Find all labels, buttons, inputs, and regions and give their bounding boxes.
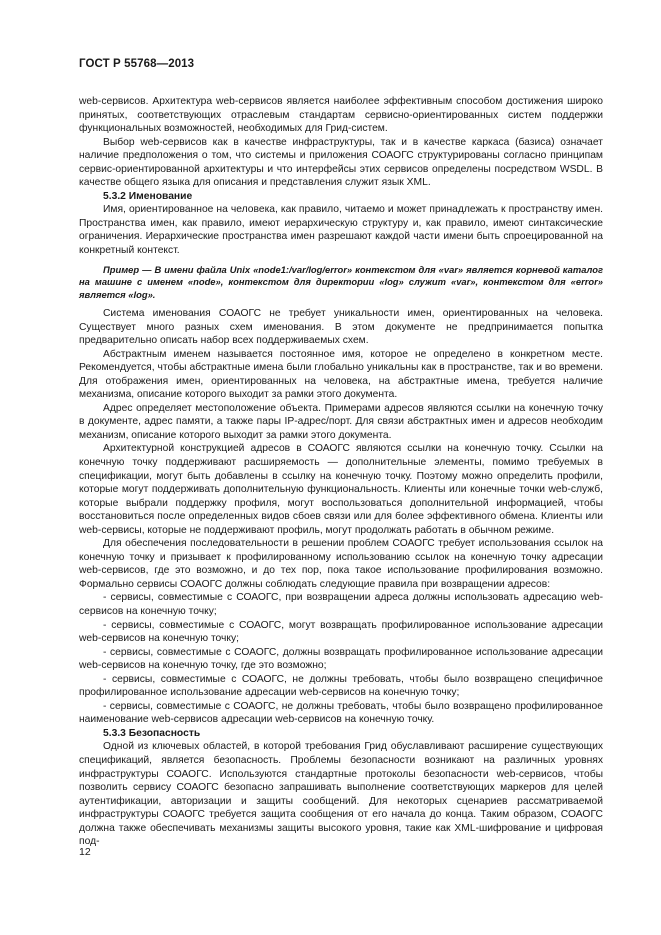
- paragraph: Выбор web-сервисов как в качестве инфраструктуры, так и в качестве каркаса (базиса) означает наличие предположения о том, что системы и приложения СОАОГС структурированы согласно принципам сервис-ориентированной архитектуры и что интерфейсы этих сервисов определены посредством WSDL. В качестве общего языка для описания и представления служит язык XML.: [79, 136, 603, 189]
- list-item: - сервисы, совместимые с СОАОГС, должны возвращать профилированное использование адресации web-сервисов на конечную точку, где это возможно;: [79, 646, 603, 672]
- paragraph: Для обеспечения последовательности в решении проблем СОАОГС требует использования ссылок на конечную точку и призывает к профилированному использованию ссылок на конечную точку адресации web-сервисов, где это возможно, и до тех пор, пока такое использование профилирования возможно. Формально сервисы СОАОГС должны соблюдать следующие правила при возвращении адресов:: [79, 538, 603, 590]
- paragraph: Имя, ориентированное на человека, как правило, читаемо и может принадлежать к пространству имен. Пространства имен, как правило, имеют иерархическую структуру и, как правило, имеют синтаксические ограничения. Иерархические пространства имен разрешают каждой части имени быть спроецированной на конкретный контекст.: [79, 204, 603, 257]
- example-note: Пример — В имени файла Unix «node1:/var/log/error» контекстом для «var» является корневой каталог на машине с именем «node», контекстом для директории «log» служит «var», контекстом для «error» является «log».: [79, 263, 603, 301]
- document-header: ГОСТ Р 55768—2013: [79, 58, 195, 70]
- list-item: - сервисы, совместимые с СОАОГС, могут возвращать профилированное использование адресации web-сервисов на конечную точку;: [79, 619, 603, 645]
- paragraph: Система именования СОАОГС не требует уникальности имен, ориентированных на человека. Существует много разных схем именования. В этом документе не предпринимается попытка предварительно описать набор всех поддерживаемых схем.: [79, 307, 603, 347]
- document-body: [79, 95, 603, 849]
- section-heading-security: 5.3.3 Безопасность: [103, 727, 201, 739]
- paragraph: Адрес определяет местоположение объекта. Примерами адресов являются ссылки на конечную точку в документе, адрес памяти, а также пары IP-адрес/порт. Для связи абстрактных имен и адресов необходим механизм, описание которого выходит за рамки этого документа.: [79, 402, 603, 441]
- list-item: - сервисы, совместимые с СОАОГС, при возвращении адреса должны использовать адресацию web-сервисов на конечную точку;: [79, 592, 603, 617]
- section-heading-naming: 5.3.2 Именование: [103, 190, 193, 202]
- list-item: - сервисы, совместимые с СОАОГС, не должны требовать, чтобы было возвращено профилированное наименование web-сервисов адресации web-сервисов на конечную точку.: [79, 700, 603, 726]
- paragraph-continued: web-сервисов. Архитектура web-сервисов является наиболее эффективным способом достижения широко принятых, соответствующих отраслевым стандартам сервисно-ориентированных систем поддержки функциональных возможностей, необходимых для Грид-систем.: [79, 96, 603, 135]
- paragraph: Абстрактным именем называется постоянное имя, которое не определено в конкретном месте. Рекомендуется, чтобы абстрактные имена были глобально уникальны как в пространстве, так и во времени. Для отображения имен, ориентированных на человека, на абстрактные имена, требуется наличие механизма, описание которого выходит за рамки этого документа.: [79, 348, 603, 401]
- paragraph: Одной из ключевых областей, в которой требования Грид обуславливают расширение существующих спецификаций, является безопасность. Проблемы безопасности возникают на различных уровнях инфраструктуры СОАОГС. Используются стандартные протоколы безопасности web-сервисов, чтобы позволить сервису СОАОГС безопасно запрашивать выполнение соответствующих маркеров для целей аутентификации, авторизации и защиты сообщений. Для некоторых сценариев рассматриваемой инфраструктуры СОАОГС требуется защита сообщения от его начала до конца. Таким образом, СОАОГС должна также обеспечивать механизмы защиты высокого уровня, такие как XML-шифрование и цифровая под-: [79, 741, 603, 848]
- paragraph: Архитектурной конструкцией адресов в СОАОГС являются ссылки на конечную точку. Ссылки на конечную точку поддерживают расширяемость — дополнительные элементы, помимо требуемых в спецификации, могут быть добавлены в ссылку на конечную точку. Поэтому можно определить профили, которые могут поддерживать дополнительную функциональность. Клиенты или конечные точки web-служб, которые выбрали поддержку профиля, могут воспользоваться дополнительной информацией, чтобы восстановиться после определенных видов сбоев связи или для более эффективного обмена. Клиенты или web-сервисы, которые не поддерживают профиль, могут продолжать работать в обычном режиме.: [79, 443, 603, 536]
- list-item: - сервисы, совместимые с СОАОГС, не должны требовать, чтобы было возвращено специфичное профилированное использование адресации web-сервисов на конечную точку;: [79, 673, 603, 699]
- page-number: 12: [79, 846, 91, 858]
